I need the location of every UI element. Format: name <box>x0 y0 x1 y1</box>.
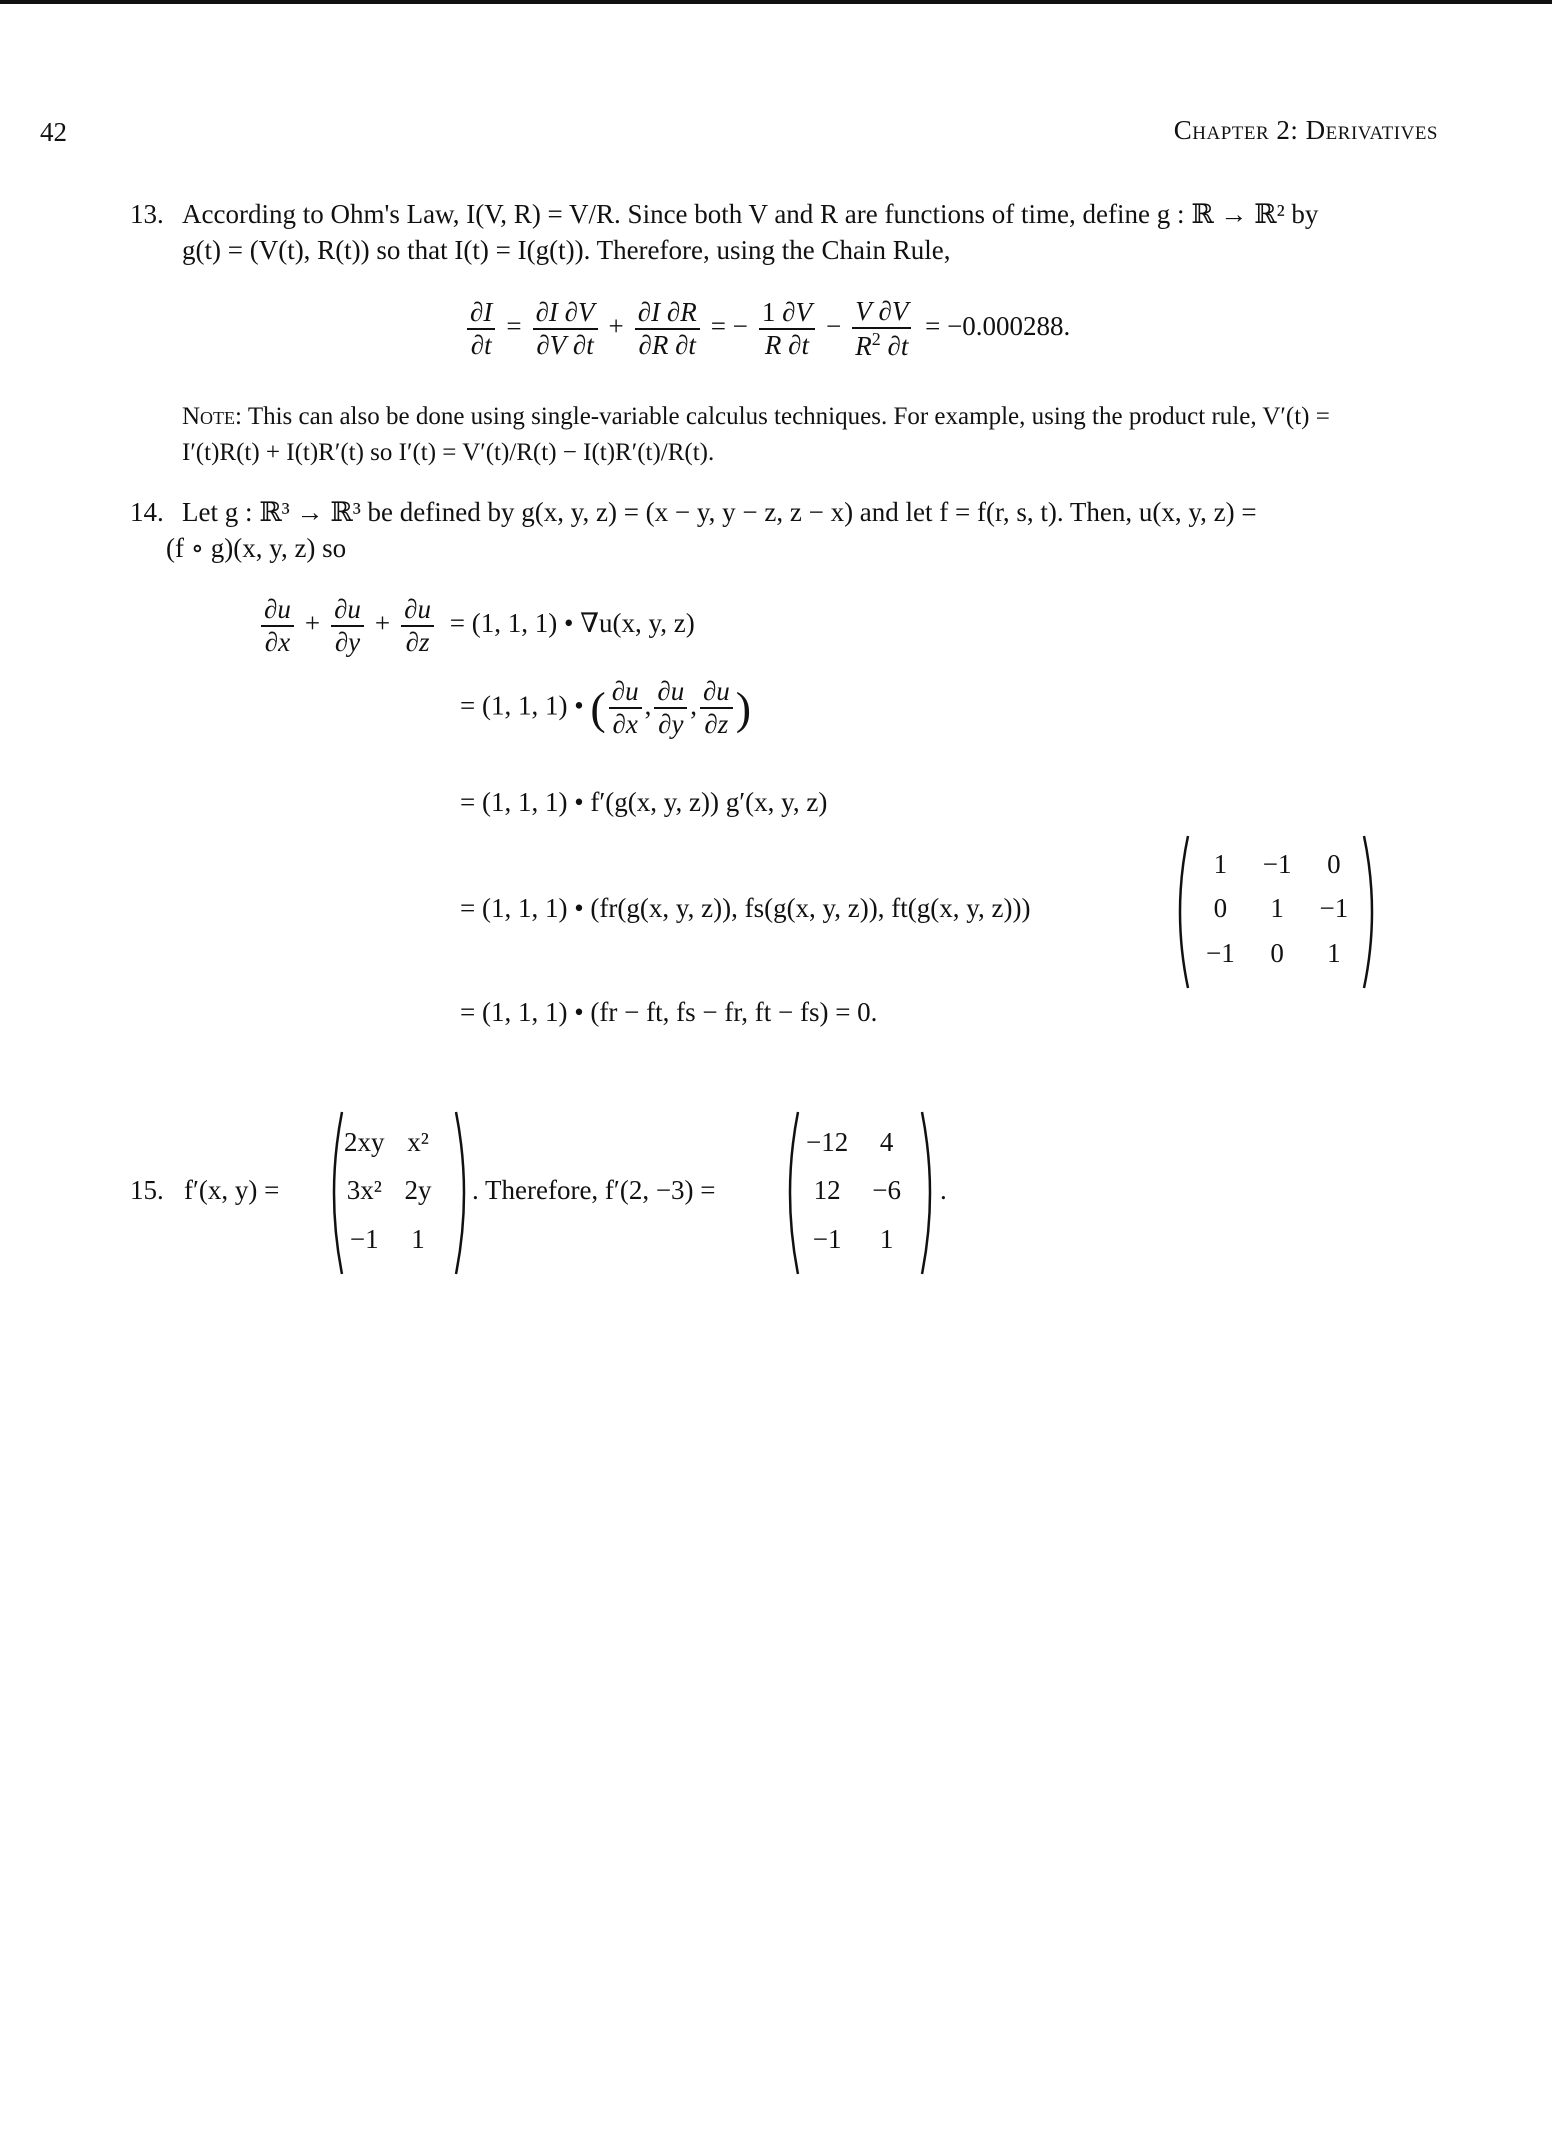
matrix-cell: −12 <box>806 1127 849 1157</box>
running-header: Chapter 2: Derivatives <box>1173 115 1438 145</box>
problem-14-eq3: = (1, 1, 1) • f′(g(x, y, z)) g′(x, y, z) <box>460 787 828 817</box>
problem-14-eq4: = (1, 1, 1) • (fr(g(x, y, z)), fs(g(x, y, z)), ft(g(x, y, z))) <box>460 893 1031 923</box>
matrix-row <box>1192 886 1362 930</box>
fraction: $\frac{\partial u}{\partial y}$ <box>654 676 687 740</box>
matrix-row <box>794 1118 913 1166</box>
matrix-cell: −1 <box>812 1223 842 1254</box>
fraction: $\frac{\partial u}{\partial z}$ <box>700 676 733 740</box>
problem-13-chain-rule-equation: $\frac{\partial I}{\partial t}$ = $\frac{\partial I \partial V}{\partial V \partial t}$ + $\frac{\partial I \partial R}{\partial R \partial t}$ = − $\frac{1 \partial V}{R \partial t}$ − $\frac{V \partial V}{R^2 \partial t}$ = −0.000288. <box>464 296 1070 362</box>
problem-15-jacobian-matrix <box>334 1118 442 1263</box>
problem-15-evaluated-matrix <box>794 1118 913 1263</box>
matrix-cell: −6 <box>872 1175 901 1206</box>
matrix-row <box>334 1215 442 1263</box>
fraction: $\frac{\partial I \partial R}{\partial R \partial t}$ <box>635 297 700 361</box>
note-label: Note: <box>182 403 242 430</box>
problem-13-line2: g(t) = (V(t), R(t)) so that I(t) = I(g(t)). Therefore, using the Chain Rule, <box>182 235 951 265</box>
problem-13-note <box>182 402 1330 432</box>
problem-14-eq2: = (1, 1, 1) • ( $\frac{\partial u}{\partial x}$ , $\frac{\partial u}{\partial y}$ , $\frac{\partial u}{\partial z}$ ) <box>460 676 752 740</box>
matrix-row <box>1192 842 1362 886</box>
matrix-cell: −1 <box>349 1223 379 1254</box>
fraction: $\frac{\partial I}{\partial t}$ <box>467 297 495 361</box>
problem-13-line1: According to Ohm's Law, I(V, R) = V/R. Since both V and R are functions of time, define g : ℝ → ℝ² by <box>182 199 1319 229</box>
matrix-cell: 1 <box>1327 937 1341 968</box>
problem-14-eq1: $\frac{\partial u}{\partial x}$ + $\frac{\partial u}{\partial y}$ + $\frac{\partial u}{\partial z}$ = (1, 1, 1) • ∇u(x, y, z) <box>258 594 695 658</box>
matrix-row <box>334 1118 442 1166</box>
problem-14-number: 14. <box>130 497 164 527</box>
fraction: $\frac{\partial I \partial V}{\partial V \partial t}$ <box>533 297 598 361</box>
fraction: $\frac{\partial u}{\partial z}$ <box>401 594 434 658</box>
problem-14-eq1-rhs: = (1, 1, 1) • ∇u(x, y, z) <box>449 608 695 639</box>
matrix-right-bracket <box>918 1108 942 1278</box>
fraction: $\frac{1 \partial V}{R \partial t}$ <box>759 297 815 361</box>
matrix-cell: −1 <box>1262 849 1292 879</box>
problem-13-number: 13. <box>130 199 164 229</box>
matrix-cell: 1 <box>1213 849 1228 879</box>
left-paren: ( <box>590 682 606 734</box>
matrix-row <box>1192 931 1362 975</box>
problem-14-eq5: = (1, 1, 1) • (fr − ft, fs − fr, ft − fs) = 0. <box>460 997 878 1027</box>
matrix-cell: 1 <box>1270 893 1284 924</box>
problem-15-mid: . Therefore, f′(2, −3) = <box>472 1175 716 1205</box>
matrix-cell: x² <box>407 1127 429 1157</box>
problem-15-lhs: f′(x, y) = <box>184 1175 280 1205</box>
fraction: $\frac{\partial u}{\partial x}$ <box>261 594 294 658</box>
matrix-cell: 3x² <box>346 1175 382 1206</box>
matrix-row <box>794 1215 913 1263</box>
fraction: $\frac{V \partial V}{R^2 \partial t}$ <box>852 296 911 362</box>
matrix-cell: 2xy <box>344 1127 385 1157</box>
problem-14-eq2-lhs: = (1, 1, 1) • <box>460 690 584 721</box>
matrix-cell: 0 <box>1213 893 1228 924</box>
matrix-table <box>794 1118 913 1263</box>
matrix-right-bracket <box>1360 832 1384 992</box>
problem-13-result: = −0.000288. <box>925 311 1071 342</box>
matrix-cell: −1 <box>1206 937 1235 968</box>
page-number: 42 <box>40 117 67 147</box>
matrix-row <box>334 1166 442 1214</box>
fraction: $\frac{\partial u}{\partial x}$ <box>609 676 642 740</box>
matrix-cell: 1 <box>879 1223 894 1254</box>
matrix-left-bracket <box>1168 832 1192 992</box>
matrix-cell: 12 <box>813 1175 841 1206</box>
matrix-table <box>334 1118 442 1263</box>
problem-14-matrix <box>1192 842 1362 975</box>
matrix-cell: −1 <box>1319 893 1349 924</box>
right-paren: ) <box>735 682 752 734</box>
problem-15-end: . <box>940 1175 947 1205</box>
note-line1: This can also be done using single-variable calculus techniques. For example, using the product rule, V′(t) = <box>247 403 1330 430</box>
matrix-cell: 1 <box>411 1223 425 1254</box>
matrix-row <box>794 1166 913 1214</box>
top-rule <box>0 0 1552 4</box>
problem-14-line1: Let g : ℝ³ → ℝ³ be defined by g(x, y, z) = (x − y, y − z, z − x) and let f = f(r, s, t). Then, u(x, y, z) = <box>182 497 1257 527</box>
matrix-cell: 0 <box>1327 849 1341 879</box>
fraction: $\frac{\partial u}{\partial y}$ <box>331 594 364 658</box>
problem-15-number: 15. <box>130 1175 164 1205</box>
matrix-cell: 4 <box>879 1127 894 1157</box>
problem-14-line2: (f ∘ g)(x, y, z) so <box>166 533 347 563</box>
matrix-cell: 0 <box>1270 937 1284 968</box>
matrix-cell: 2y <box>404 1175 432 1206</box>
matrix-table <box>1192 842 1362 975</box>
problem-13-note-line2: I′(t)R(t) + I(t)R′(t) so I′(t) = V′(t)/R(t) − I(t)R′(t)/R(t). <box>182 439 715 466</box>
